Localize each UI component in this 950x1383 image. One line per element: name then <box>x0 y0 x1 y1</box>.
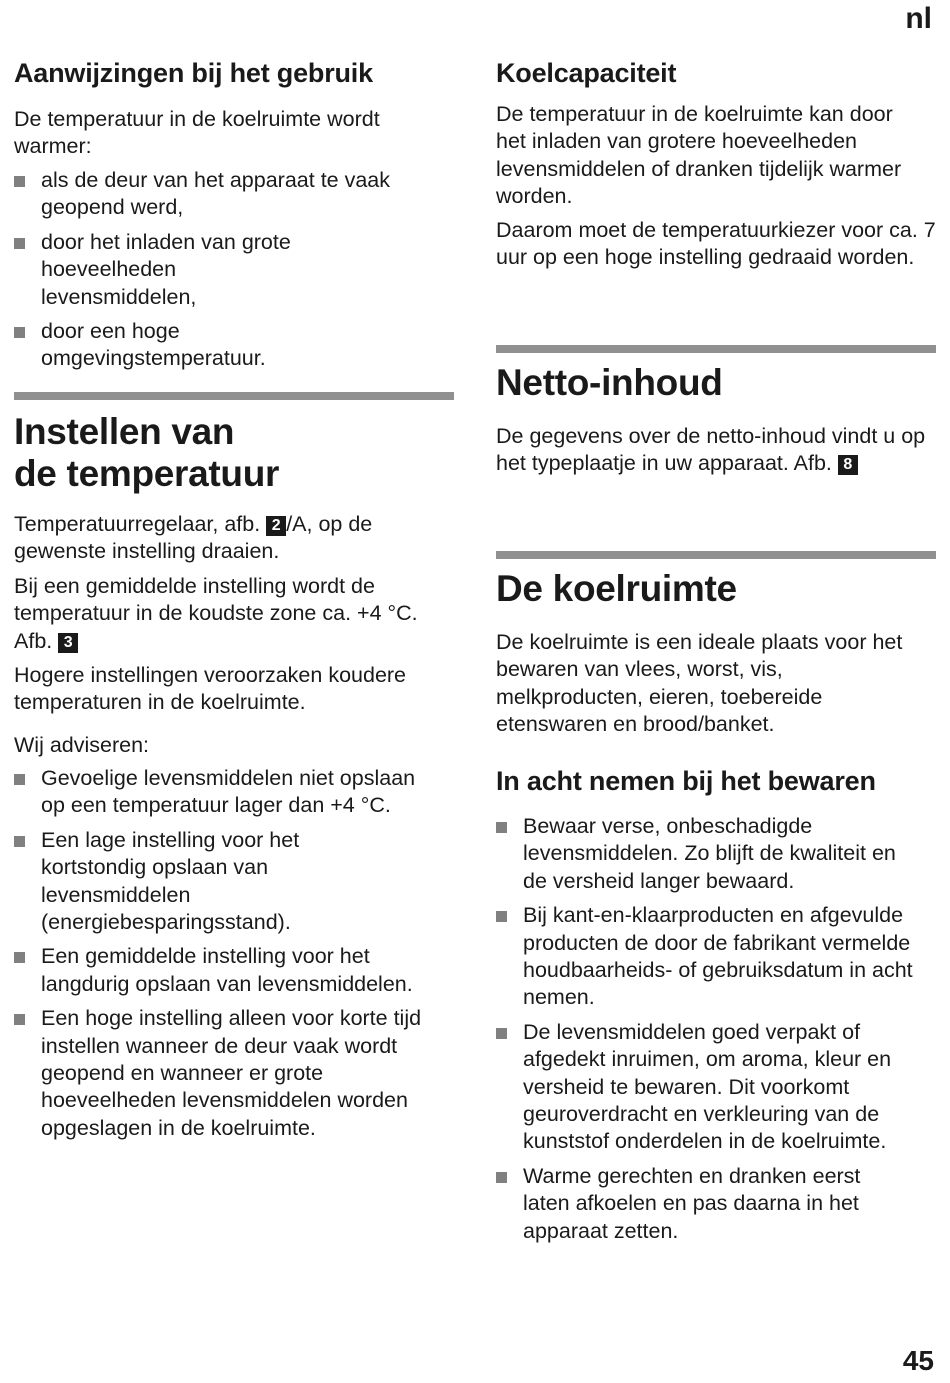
list-item-text: Een hoge instelling alleen voor korte tijd instellen wanneer de deur vaak wordt geopend en wanneer er grote hoeveelheden levensmiddelen worden opgeslagen in de koelruimte. <box>41 1006 422 1140</box>
language-label: nl <box>905 2 932 35</box>
list-item-text: door het inladen van grote hoeveelheden levensmiddelen, <box>41 229 291 309</box>
list-item-text: Bij kant-en-klaarproducten en afgevulde producten de door de fabrikant vermelde houdbaarheids- of gebruiksdatum in acht nemen. <box>523 903 913 1010</box>
net-paragraph <box>496 423 936 478</box>
list-item-text: Warme gerechten en dranken eerst laten afkoelen en pas daarna in het apparaat zetten. <box>523 1163 861 1243</box>
cooling-paragraph: De koelruimte is een ideale plaats voor het bewaren van vlees, worst, vis, melkproducten, eieren, toebereide etenswaren en brood/banket. <box>496 630 903 737</box>
list-item <box>496 813 941 895</box>
figure-number-badge: 8 <box>838 455 858 475</box>
list-item-text: Een gemiddelde instelling voor het langdurig opslaan van levensmiddelen. <box>41 944 413 996</box>
section-divider <box>496 551 936 559</box>
list-item <box>14 827 454 937</box>
list-item-text: Een lage instelling voor het kortstondig opslaan van levensmiddelen (energiebesparingsstand). <box>41 827 300 935</box>
temperature-paragraph-2 <box>14 573 439 655</box>
list-item-text: Gevoelige levensmiddelen niet opslaan op een temperatuur lager dan +4 °C. <box>41 766 416 818</box>
bullet-square-icon <box>14 774 25 785</box>
temperature-paragraph-3: Hogere instellingen veroorzaken koudere temperaturen in de koelruimte. <box>14 663 407 715</box>
bullet-square-icon <box>496 822 507 833</box>
list-item <box>14 318 454 373</box>
page-number: 45 <box>902 1345 934 1376</box>
section-divider <box>496 345 936 353</box>
temperature-paragraph-1 <box>14 511 444 566</box>
paragraph-text: /A, op de gewenste instelling draaien. <box>14 512 373 564</box>
list-item <box>496 1019 941 1156</box>
bullet-square-icon <box>496 1172 507 1183</box>
list-item <box>14 943 454 998</box>
temperature-heading-line2: de temperatuur <box>14 452 280 494</box>
bullet-square-icon <box>14 952 25 963</box>
bullet-square-icon <box>14 238 25 249</box>
bullet-square-icon <box>14 836 25 847</box>
temperature-heading <box>14 411 279 495</box>
usage-heading: Aanwijzingen bij het gebruik <box>14 58 373 88</box>
capacity-paragraph-1: De temperatuur in de koelruimte kan door het inladen van grotere hoeveelheden levensmiddelen of dranken tijdelijk warmer worden. <box>496 102 902 209</box>
list-item <box>496 1163 941 1245</box>
storage-subheading: In acht nemen bij het bewaren <box>496 766 876 796</box>
storage-list <box>496 813 941 1245</box>
usage-intro: De temperatuur in de koelruimte wordt warmer: <box>14 107 380 159</box>
list-item-text: De levensmiddelen goed verpakt of afgedekt inruimen, om aroma, kleur en versheid te bewaren. Dit voorkomt geuroverdracht en verkleuring van de kunststof onderdelen in de koelruimte. <box>523 1019 892 1154</box>
bullet-square-icon <box>496 1028 507 1039</box>
bullet-square-icon <box>14 1014 25 1025</box>
advice-list <box>14 765 454 1142</box>
list-item <box>14 167 454 222</box>
capacity-paragraph-2: Daarom moet de temperatuurkiezer voor ca. 7 uur op een hoge instelling gedraaid worden. <box>496 218 936 270</box>
net-heading: Netto-inhoud <box>496 362 723 403</box>
paragraph-text: Bij een gemiddelde instelling wordt de temperatuur in de koudste zone ca. +4 °C. Afb. <box>14 574 418 653</box>
list-item-text: door een hoge omgevingstemperatuur. <box>41 319 266 371</box>
list-item <box>14 1005 454 1142</box>
usage-list <box>14 167 454 373</box>
cooling-heading: De koelruimte <box>496 568 737 609</box>
figure-number-badge: 2 <box>266 516 286 536</box>
temperature-heading-line1: Instellen van <box>14 411 235 452</box>
paragraph-text: Temperatuurregelaar, afb. <box>14 512 267 536</box>
list-item-text: Bewaar verse, onbeschadigde levensmiddelen. Zo blijft de kwaliteit en de versheid langer bewaard. <box>523 814 896 893</box>
figure-number-badge: 3 <box>58 633 78 653</box>
paragraph-text: De gegevens over de netto-inhoud vindt u op het typeplaatje in uw apparaat. Afb. <box>496 424 926 476</box>
bullet-square-icon <box>496 911 507 922</box>
list-item <box>14 765 454 820</box>
section-divider <box>14 392 454 400</box>
advice-intro: Wij adviseren: <box>14 733 150 757</box>
list-item-text: als de deur van het apparaat te vaak geopend werd, <box>41 168 391 220</box>
bullet-square-icon <box>14 176 25 187</box>
list-item <box>496 902 941 1012</box>
capacity-heading: Koelcapaciteit <box>496 58 677 88</box>
bullet-square-icon <box>14 327 25 338</box>
list-item <box>14 229 454 311</box>
